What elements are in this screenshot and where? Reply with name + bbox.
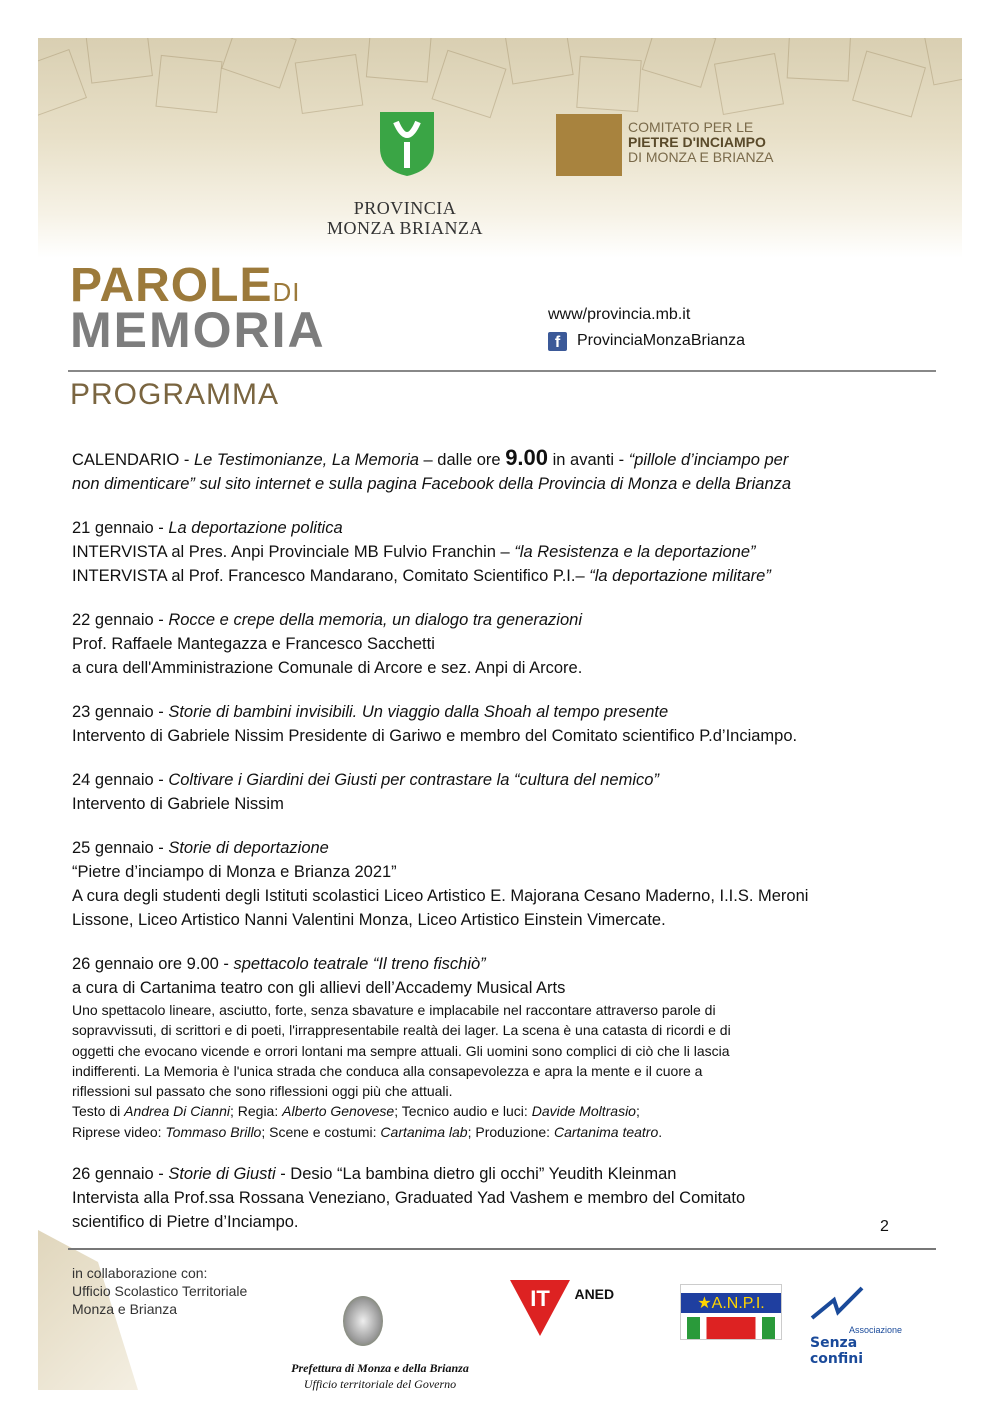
text-segment: Riprese video:: [72, 1123, 166, 1140]
italic-text: non dimenticare” sul sito internet e sulla pagina Facebook della Provincia di Monza e della Brianza: [72, 475, 792, 493]
text-line: [72, 952, 932, 976]
italic-text: “la deportazione militare”: [589, 567, 771, 585]
program-entry: [72, 768, 932, 816]
text-line: [72, 1041, 932, 1061]
text-line: [72, 700, 932, 724]
collab-line1: in collaborazione con:: [72, 1265, 208, 1281]
text-segment: - Desio “La bambina dietro gli occhi” Yeudith Kleinman: [275, 1165, 677, 1184]
text-line: [72, 768, 932, 792]
text-segment: INTERVISTA al Prof. Francesco Mandarano, Comitato Scientifico P.I.–: [72, 567, 590, 585]
text-line: [72, 564, 932, 588]
italic-text: “pillole d’inciampo per: [628, 451, 789, 469]
facebook-icon: f: [548, 332, 567, 351]
anpi-text: ★A.N.P.I.: [681, 1293, 781, 1313]
collaboration-note: [72, 1264, 247, 1318]
italic-text: Storie di deportazione: [168, 839, 329, 857]
italic-text: Andrea Di Cianni: [124, 1103, 230, 1120]
text-line: [72, 516, 932, 540]
text-segment: Uno spettacolo lineare, asciutto, forte, senza sbavature e implacabile nel raccontare attraverso parole di: [72, 1002, 716, 1018]
text-segment: 24 gennaio -: [72, 771, 169, 789]
italic-text: spettacolo teatrale “Il treno fischiò”: [233, 955, 486, 973]
program-entry: [72, 952, 932, 1142]
text-line: [72, 608, 932, 632]
header-texture-tile: [155, 55, 222, 113]
facebook-label: ProvinciaMonzaBrianza: [577, 332, 746, 349]
mountain-icon: [810, 1286, 870, 1320]
text-line: [72, 860, 932, 884]
header-texture-tile: [431, 50, 506, 119]
text-segment: .: [658, 1123, 663, 1140]
divider: [68, 1248, 936, 1250]
italic-text: “la Resistenza e la deportazione”: [514, 543, 756, 561]
text-line: [72, 1061, 932, 1081]
text-line: [72, 1122, 932, 1142]
text-segment: 25 gennaio -: [72, 839, 169, 857]
text-line: [72, 446, 932, 472]
provincia-name: [300, 198, 510, 238]
text-segment: Intervista alla Prof.ssa Rossana Veneziano, Graduated Yad Vashem e membro del Comitato: [72, 1189, 746, 1208]
text-segment: scientifico di Pietre d’Inciampo.: [72, 1213, 299, 1232]
text-segment: in avanti -: [548, 451, 629, 469]
text-segment: ;: [635, 1103, 640, 1120]
italic-text: Storie di bambini invisibili. Un viaggio dalla Shoah al tempo presente: [168, 703, 669, 721]
text-segment: 26 gennaio -: [72, 1165, 169, 1184]
header-texture-tile: [366, 38, 432, 83]
italic-text: Cartanima teatro: [553, 1123, 659, 1140]
text-segment: A cura degli studenti degli Istituti scolastici Liceo Artistico E. Majorana Cesano Maderno, I.I.S. Meroni: [72, 887, 809, 905]
website-link[interactable]: www/provincia.mb.it: [548, 306, 691, 323]
text-segment: oggetti che evocano vicende e orrori lontani ma sempre attuali. Gli uomini sono complici di ciò che li lascia: [72, 1042, 730, 1059]
program-list: [72, 446, 932, 1254]
contacts: [548, 302, 745, 354]
aned-it-text: IT: [530, 1286, 550, 1311]
prefettura-line2: Ufficio territoriale del Governo: [303, 1377, 457, 1391]
header-texture-tile: [504, 38, 573, 85]
text-line: [72, 1000, 932, 1020]
program-entry: [72, 608, 932, 680]
text-segment: ; Regia:: [229, 1103, 283, 1120]
program-entry: [72, 1162, 932, 1234]
title-memoria: MEMORIA: [70, 302, 326, 358]
header-texture-tile: [924, 38, 962, 85]
text-segment: a cura di Cartanima teatro con gli allievi dell’Accademy Musical Arts: [72, 979, 566, 997]
text-segment: Lissone, Liceo Artistico Nanni Valentini Monza, Liceo Artistico Einstein Vimercate.: [72, 911, 666, 929]
comitato-line3: DI MONZA E BRIANZA: [628, 149, 774, 165]
text-segment: a cura dell'Amministrazione Comunale di Arcore e sez. Anpi di Arcore.: [72, 659, 583, 677]
text-segment: ; Produzione:: [467, 1123, 554, 1140]
senza-line1: Associazione: [848, 1325, 902, 1335]
italic-text: La deportazione politica: [168, 519, 343, 537]
text-line: [72, 1081, 932, 1101]
text-segment: Prof. Raffaele Mantegazza e Francesco Sacchetti: [72, 635, 435, 653]
italic-text: Alberto Genovese: [282, 1103, 395, 1120]
italic-text: Cartanima lab: [380, 1123, 468, 1140]
program-entry: [72, 446, 932, 496]
provincia-name-line1: PROVINCIA: [353, 198, 457, 218]
header-texture-tile: [85, 38, 153, 84]
text-line: [72, 656, 932, 680]
text-line: [72, 908, 932, 932]
prefettura-logo: [280, 1360, 480, 1392]
text-segment: Testo di: [72, 1103, 125, 1120]
title-word-di: DI: [272, 277, 301, 307]
comitato-line1: COMITATO PER LE: [628, 119, 754, 135]
comitato-line2: PIETRE D'INCIAMPO: [628, 134, 766, 150]
section-title: PROGRAMMA: [70, 378, 280, 411]
italic-text: Coltivare i Giardini dei Giusti per contrastare la “cultura del nemico”: [168, 771, 659, 789]
text-line: [72, 632, 932, 656]
text-line: [72, 1210, 932, 1234]
header-texture-tile: [714, 53, 784, 115]
text-line: [72, 724, 932, 748]
text-segment: riflessioni sul passato che sono riflessioni oggi più che attuali.: [72, 1083, 453, 1100]
highlight-time: 9.00: [505, 445, 549, 470]
text-line: [72, 472, 932, 496]
divider: [68, 370, 936, 372]
anpi-flag: [687, 1317, 775, 1339]
header-texture-tile: [642, 38, 716, 88]
italian-republic-emblem-icon: [343, 1296, 383, 1346]
italic-text: Rocce e crepe della memoria, un dialogo tra generazioni: [168, 611, 582, 629]
provincia-logo: [376, 108, 438, 178]
page-number: 2: [880, 1218, 889, 1235]
collab-line2: Ufficio Scolastico Territoriale: [72, 1283, 248, 1299]
italic-text: Le Testimonianze, La Memoria: [193, 451, 419, 469]
text-line: [72, 792, 932, 816]
header-texture-tile: [576, 56, 641, 112]
text-line: [72, 1101, 932, 1121]
header-texture-tile: [38, 49, 87, 119]
anpi-logo: [680, 1284, 782, 1340]
comitato-logo: [556, 114, 622, 176]
facebook-link[interactable]: [548, 328, 745, 354]
aned-text: ANED: [574, 1286, 615, 1302]
text-line: [72, 836, 932, 860]
senza-line2: Senza confini: [810, 1335, 864, 1367]
italic-text: Davide Moltrasio: [531, 1103, 636, 1120]
text-segment: Intervento di Gabriele Nissim: [72, 795, 284, 813]
italic-text: Tommaso Brillo: [165, 1123, 262, 1140]
comitato-name: [628, 120, 773, 165]
title-word-parole: PAROLE: [70, 259, 273, 312]
senza-confini-logo: [810, 1286, 910, 1367]
text-segment: Intervento di Gabriele Nissim Presidente di Gariwo e membro del Comitato scientifico P.d’Inciampo.: [72, 727, 798, 745]
text-segment: CALENDARIO -: [72, 451, 194, 469]
header-texture-tile: [221, 38, 297, 89]
text-segment: 23 gennaio -: [72, 703, 169, 721]
text-segment: “Pietre d’inciampo di Monza e Brianza 2021”: [72, 863, 397, 881]
prefettura-line1: Prefettura di Monza e della Brianza: [291, 1361, 469, 1375]
text-line: [72, 540, 932, 564]
header-texture-tile: [787, 38, 852, 82]
header-texture-tile: [295, 54, 364, 114]
collab-line3: Monza e Brianza: [72, 1301, 178, 1317]
text-segment: INTERVISTA al Pres. Anpi Provinciale MB Fulvio Franchin –: [72, 543, 515, 561]
text-line: [72, 976, 932, 1000]
text-segment: ; Scene e costumi:: [261, 1123, 381, 1140]
text-line: [72, 1162, 932, 1186]
text-segment: ; Tecnico audio e luci:: [394, 1103, 532, 1120]
italic-text: Storie di Giusti: [168, 1165, 276, 1184]
text-line: [72, 884, 932, 908]
aned-logo: [510, 1280, 614, 1336]
text-segment: – dalle ore: [418, 451, 506, 469]
program-entry: [72, 836, 932, 932]
text-segment: 26 gennaio ore 9.00 -: [72, 955, 234, 973]
text-segment: sopravvissuti, di scrittori e di poeti, l'irrappresentabile realtà dei lager. La scena è una catasta di ricordi e di: [72, 1022, 731, 1039]
text-segment: 22 gennaio -: [72, 611, 169, 629]
program-entry: [72, 700, 932, 748]
program-entry: [72, 516, 932, 588]
text-line: [72, 1186, 932, 1210]
text-segment: 21 gennaio -: [72, 519, 169, 537]
text-segment: indifferenti. La Memoria è l'unica strada che conduca alla consapevolezza e apra la mente e il cuore a: [72, 1062, 703, 1079]
header-texture-tile: [852, 50, 926, 117]
provincia-name-line2: MONZA BRIANZA: [326, 218, 483, 238]
text-line: [72, 1020, 932, 1040]
aned-triangle-icon: [510, 1280, 570, 1336]
program-description: [72, 1000, 932, 1142]
